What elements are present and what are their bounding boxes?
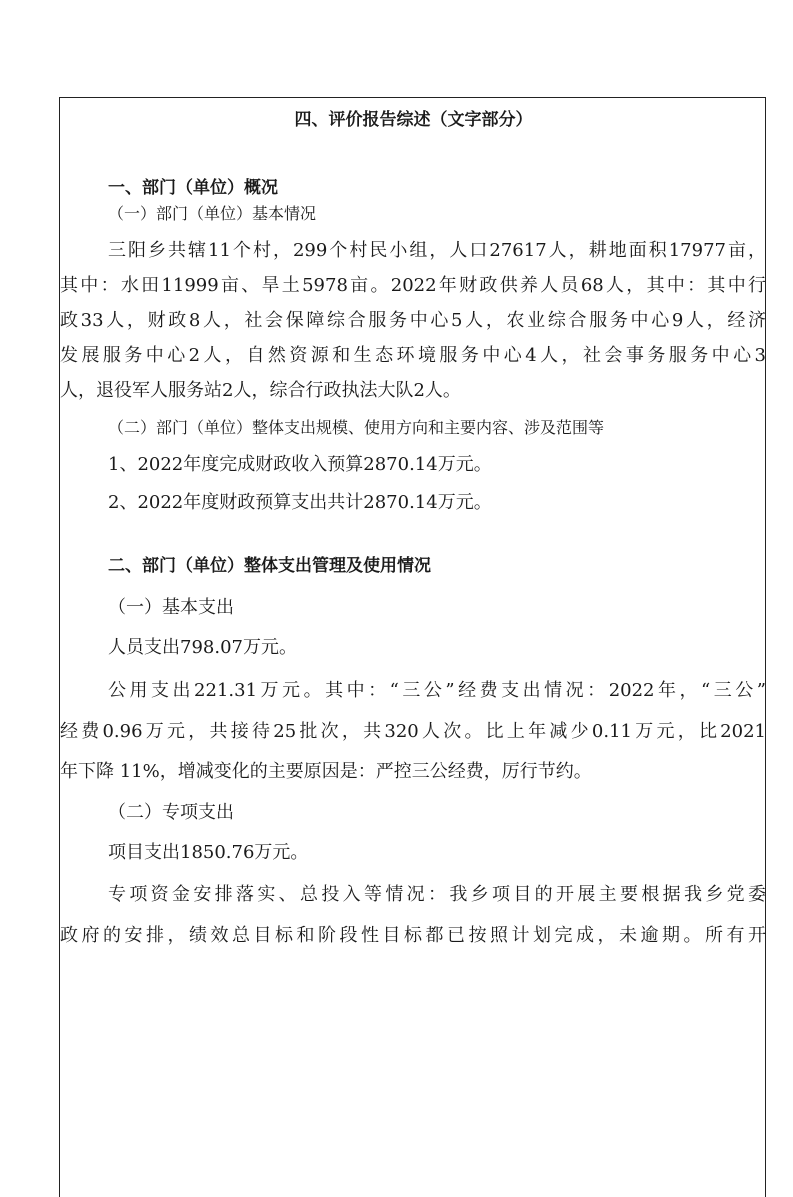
paragraph-1-line-1: 三阳乡共辖11个村，299个村民小组，人口27617人，耕地面积17977亩，: [108, 240, 766, 261]
page-title: 四、评价报告综述（文字部分）: [294, 110, 533, 130]
personnel-expense: 人员支出798.07万元。: [108, 637, 297, 658]
section-2-heading: 二、部门（单位）整体支出管理及使用情况: [108, 556, 431, 576]
list-item-1: 1、2022年度完成财政收入预算2870.14万元。: [108, 454, 492, 475]
report-frame: [59, 97, 766, 1197]
paragraph-3-line-1: 专项资金安排落实、总投入等情况：我乡项目的开展主要根据我乡党委: [108, 884, 766, 905]
section-2-subheading-1: （一）基本支出: [108, 597, 234, 618]
paragraph-2-line-3: 年下降 11%，增减变化的主要原因是：严控三公经费，厉行节约。: [60, 761, 592, 782]
project-expense: 项目支出1850.76万元。: [108, 842, 309, 863]
section-1-heading: 一、部门（单位）概况: [108, 178, 278, 198]
paragraph-1-line-2: 其中：水田11999亩、旱土5978亩。2022年财政供养人员68人，其中：其中行: [60, 275, 766, 296]
paragraph-2-line-1: 公用支出221.31万元。其中：“三公”经费支出情况：2022年，“三公”: [108, 680, 766, 701]
paragraph-1-line-4: 发展服务中心2人，自然资源和生态环境服务中心4人，社会事务服务中心3: [60, 345, 766, 366]
section-2-subheading-2: （二）专项支出: [108, 802, 234, 823]
section-1-subheading-1: （一）部门（单位）基本情况: [108, 204, 317, 223]
paragraph-1-line-5: 人，退役军人服务站2人，综合行政执法大队2人。: [60, 380, 461, 401]
section-1-subheading-2: （二）部门（单位）整体支出规模、使用方向和主要内容、涉及范围等: [108, 418, 605, 437]
paragraph-2-line-2: 经费0.96万元，共接待25批次，共320人次。比上年减少0.11万元，比2021: [60, 721, 766, 742]
paragraph-3-line-2: 政府的安排，绩效总目标和阶段性目标都已按照计划完成，未逾期。所有开: [60, 925, 766, 946]
paragraph-1-line-3: 政33人，财政8人，社会保障综合服务中心5人，农业综合服务中心9人，经济: [60, 310, 766, 331]
list-item-2: 2、2022年度财政预算支出共计2870.14万元。: [108, 492, 492, 513]
